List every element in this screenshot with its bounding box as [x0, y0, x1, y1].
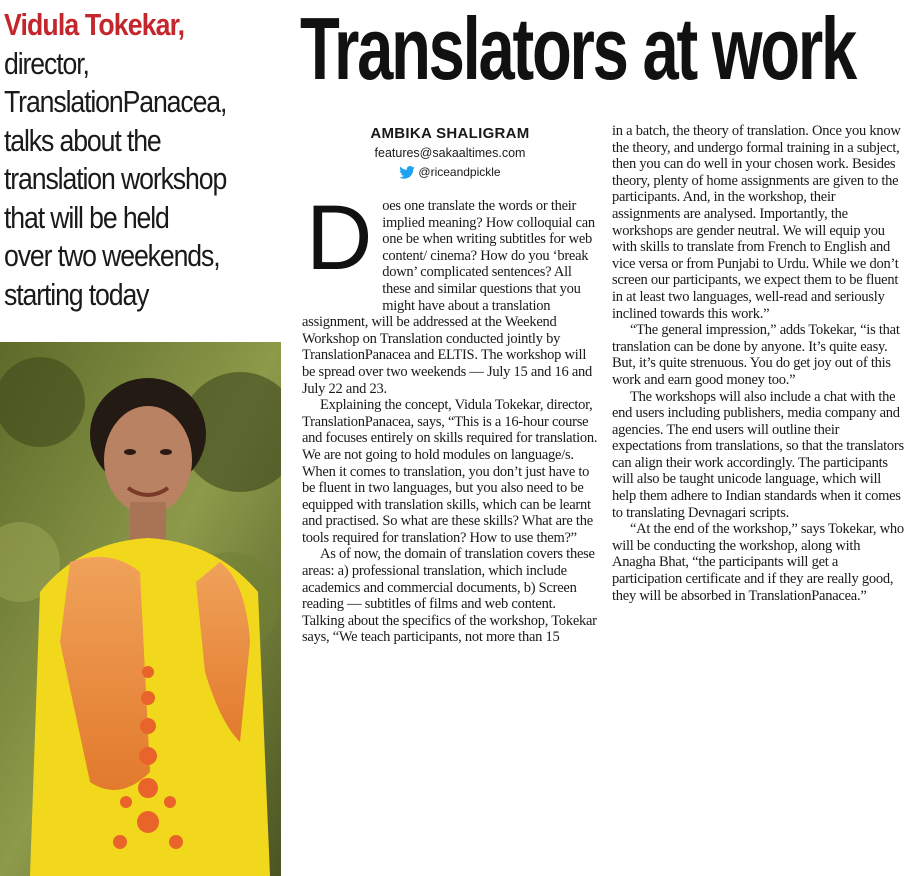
article-paragraph: The workshops will also include a chat with the end users including publishers, media company and agencies. The end users will outline their expectations from translations, so that the translators can align their work accordingly. The participants will also be taught unicode language, which will help them adhere to Indian standards when it comes to translating Devnagari scripts.: [612, 388, 904, 521]
article-paragraph: “The general impression,” adds Tokekar, “is that translation can be done by anyone. It’s quite easy. But, it’s quite strenuous. You do get joy out of this work and earn good money too.”: [612, 322, 900, 388]
twitter-handle-text: @riceandpickle: [418, 165, 501, 179]
twitter-bird-icon: [399, 166, 415, 179]
author-name: AMBIKA SHALIGRAM: [370, 125, 530, 142]
article-paragraph: in a batch, the theory of translation. Once you know the theory, and undergo formal training in a subject, then you can do well in your chosen work. Besides theory, plenty of home assignments are given to the participants. And, in the workshop, their assignments are analysed. Importantly, the workshops are gender neutral. We will equip you with skills to translate from French to English and vice versa or from Punjabi to Urdu. While we don’t screen our participants, we expect them to be fluent in at least two languages, well-read and seriously inclined towards this work.”: [612, 123, 901, 322]
intro-line: starting today: [4, 276, 149, 312]
intro-line: TranslationPanacea,: [4, 84, 227, 119]
author-email[interactable]: features@sakaaltimes.com: [374, 146, 526, 160]
intro-line: talks about the: [4, 122, 161, 158]
subject-name: Vidula Tokekar,: [4, 7, 185, 42]
paragraph-text: oes one translate the words or their implied meaning? How colloquial can one be when writing subtitles for web content/ cinema? How do you ‘break down’ complicated sentences? All these and similar questions that you might have about a translation assignment, will be addressed at the Weekend Workshop on Translation conducted jointly by TranslationPanacea and ELTIS. The workshop will be spread over two weekends — July 15 and 16 and July 22 and 23.: [302, 198, 595, 397]
intro-line: over two weekends,: [4, 238, 220, 273]
article-column-2: [612, 123, 904, 604]
article-paragraph: Explaining the concept, Vidula Tokekar, director, TranslationPanacea, says, “This is a 16-hour course and focuses entirely on skills required for translation. We are not going to hold modules on language/s. When it comes to translation, you don’t just have to be fluent in two languages, but you also need to be equipped with translation skills, which can be learnt and practised. So what are these skills? What are the tools required for translation? How to use them?”: [302, 397, 598, 546]
byline: [300, 124, 600, 184]
article-paragraph: As of now, the domain of translation covers these areas: a) professional translation, which include academics and commercial documents, b) Screen reading — subtitles of films and web content. Talking about the specifics of the workshop, Tokekar says, “We teach participants, not more than 15: [302, 546, 597, 646]
article-paragraph: “At the end of the workshop,” says Tokekar, who will be conducting the workshop, along with Anagha Bhat, “the participants will get a participation certificate and if they are really good, they will be absorbed in TranslationPanacea.”: [612, 521, 904, 604]
intro-line: that will be held: [4, 199, 169, 235]
intro-standfirst: [4, 6, 253, 314]
article-column-1: [302, 187, 600, 646]
intro-line: director,: [4, 45, 89, 81]
headline: Translators at work: [300, 0, 855, 98]
twitter-handle[interactable]: [399, 163, 500, 181]
drop-cap: D: [306, 187, 373, 289]
portrait-photo: [0, 342, 281, 876]
intro-line: translation workshop: [4, 161, 227, 196]
article-paragraph: [302, 187, 600, 397]
